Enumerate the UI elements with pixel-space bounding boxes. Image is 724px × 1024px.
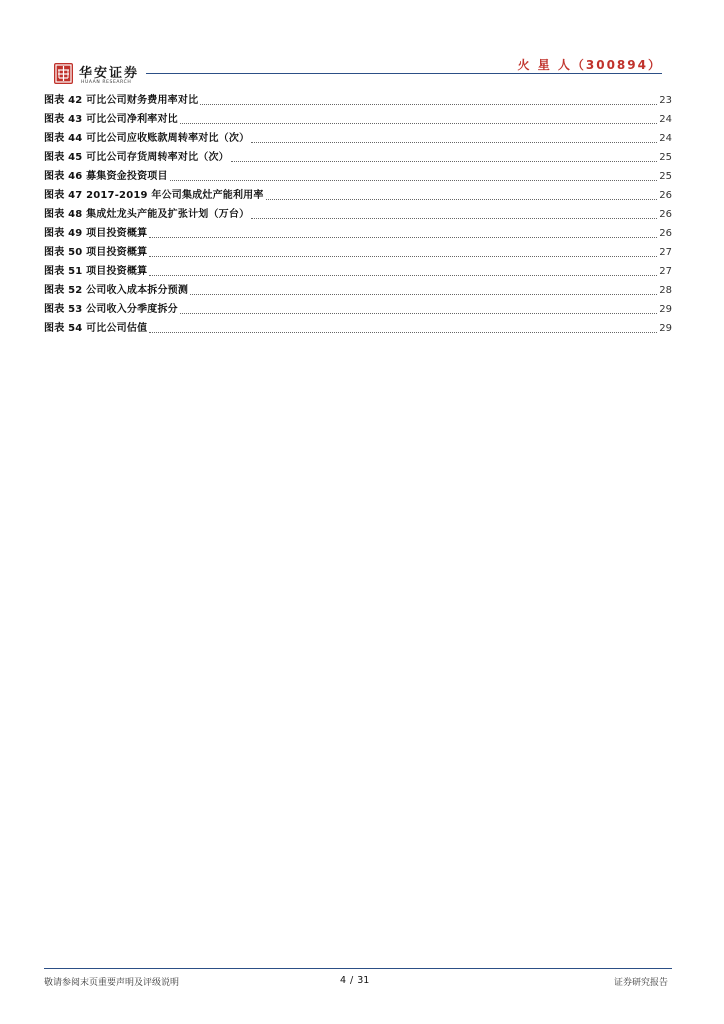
dot-leader xyxy=(149,275,657,276)
figure-title[interactable]: 图表 53 公司收入分季度拆分 xyxy=(44,304,178,315)
current-page-number: 4 xyxy=(340,975,347,986)
figure-list-item[interactable] xyxy=(44,259,672,278)
figure-list-item[interactable] xyxy=(44,164,672,183)
figure-list-item[interactable] xyxy=(44,183,672,202)
figure-title[interactable]: 图表 48 集成灶龙头产能及扩张计划（万台） xyxy=(44,209,250,220)
header-divider xyxy=(146,73,662,74)
figure-title[interactable]: 图表 52 公司收入成本拆分预测 xyxy=(44,285,189,296)
dot-leader xyxy=(231,161,657,162)
dot-leader xyxy=(149,332,657,333)
figure-page-number[interactable]: 24 xyxy=(659,114,672,125)
figure-title[interactable]: 图表 46 募集资金投资项目 xyxy=(44,171,168,182)
figure-page-number[interactable]: 29 xyxy=(659,323,672,334)
figure-title[interactable]: 图表 47 2017-2019 年公司集成灶产能利用率 xyxy=(44,190,264,201)
huaan-seal-logo-icon xyxy=(54,63,73,84)
figure-list-item[interactable] xyxy=(44,107,672,126)
page-indicator xyxy=(340,975,369,986)
dot-leader xyxy=(200,104,657,105)
figure-title[interactable]: 图表 50 项目投资概算 xyxy=(44,247,148,258)
figure-page-number[interactable]: 26 xyxy=(659,190,672,201)
footer-disclaimer: 敬请参阅末页重要声明及评级说明 xyxy=(44,978,180,988)
figure-title[interactable]: 图表 42 可比公司财务费用率对比 xyxy=(44,95,199,106)
figure-list-item[interactable] xyxy=(44,316,672,335)
figure-page-number[interactable]: 26 xyxy=(659,228,672,239)
figure-page-number[interactable]: 24 xyxy=(659,133,672,144)
figure-list-item[interactable] xyxy=(44,297,672,316)
total-page-count: 31 xyxy=(357,975,370,986)
figure-page-number[interactable]: 23 xyxy=(659,95,672,106)
dot-leader xyxy=(251,142,657,143)
figure-title[interactable]: 图表 44 可比公司应收账款周转率对比（次） xyxy=(44,133,250,144)
company-ticker-title: 火 星 人（300894） xyxy=(517,58,662,72)
figure-page-number[interactable]: 26 xyxy=(659,209,672,220)
figure-list-item[interactable] xyxy=(44,221,672,240)
dot-leader xyxy=(251,218,657,219)
figure-title[interactable]: 图表 45 可比公司存货周转率对比（次） xyxy=(44,152,229,163)
figure-list-item[interactable] xyxy=(44,145,672,164)
page-separator: / xyxy=(350,975,354,986)
figure-list-item[interactable] xyxy=(44,88,672,107)
figure-title[interactable]: 图表 43 可比公司净利率对比 xyxy=(44,114,178,125)
dot-leader xyxy=(190,294,657,295)
dot-leader xyxy=(149,237,657,238)
dot-leader xyxy=(170,180,658,181)
dot-leader xyxy=(266,199,658,200)
figure-list-item[interactable] xyxy=(44,202,672,221)
figure-list-item[interactable] xyxy=(44,126,672,145)
logo-brand-subtitle: HUAAN RESEARCH xyxy=(81,80,132,85)
figure-page-number[interactable]: 28 xyxy=(659,285,672,296)
figure-page-number[interactable]: 29 xyxy=(659,304,672,315)
figure-page-number[interactable]: 25 xyxy=(659,152,672,163)
report-type-label: 证券研究报告 xyxy=(613,978,668,988)
footer-divider xyxy=(44,968,672,969)
dot-leader xyxy=(180,313,657,314)
figure-page-number[interactable]: 25 xyxy=(659,171,672,182)
figure-list-item[interactable] xyxy=(44,240,672,259)
page-header xyxy=(0,0,724,92)
figure-title[interactable]: 图表 51 项目投资概算 xyxy=(44,266,148,277)
figure-list xyxy=(44,88,672,335)
figure-page-number[interactable]: 27 xyxy=(659,247,672,258)
figure-title[interactable]: 图表 54 可比公司估值 xyxy=(44,323,148,334)
figure-title[interactable]: 图表 49 项目投资概算 xyxy=(44,228,148,239)
figure-list-item[interactable] xyxy=(44,278,672,297)
figure-page-number[interactable]: 27 xyxy=(659,266,672,277)
dot-leader xyxy=(180,123,657,124)
dot-leader xyxy=(149,256,657,257)
logo-brand-name: 华安证券 xyxy=(79,66,140,81)
